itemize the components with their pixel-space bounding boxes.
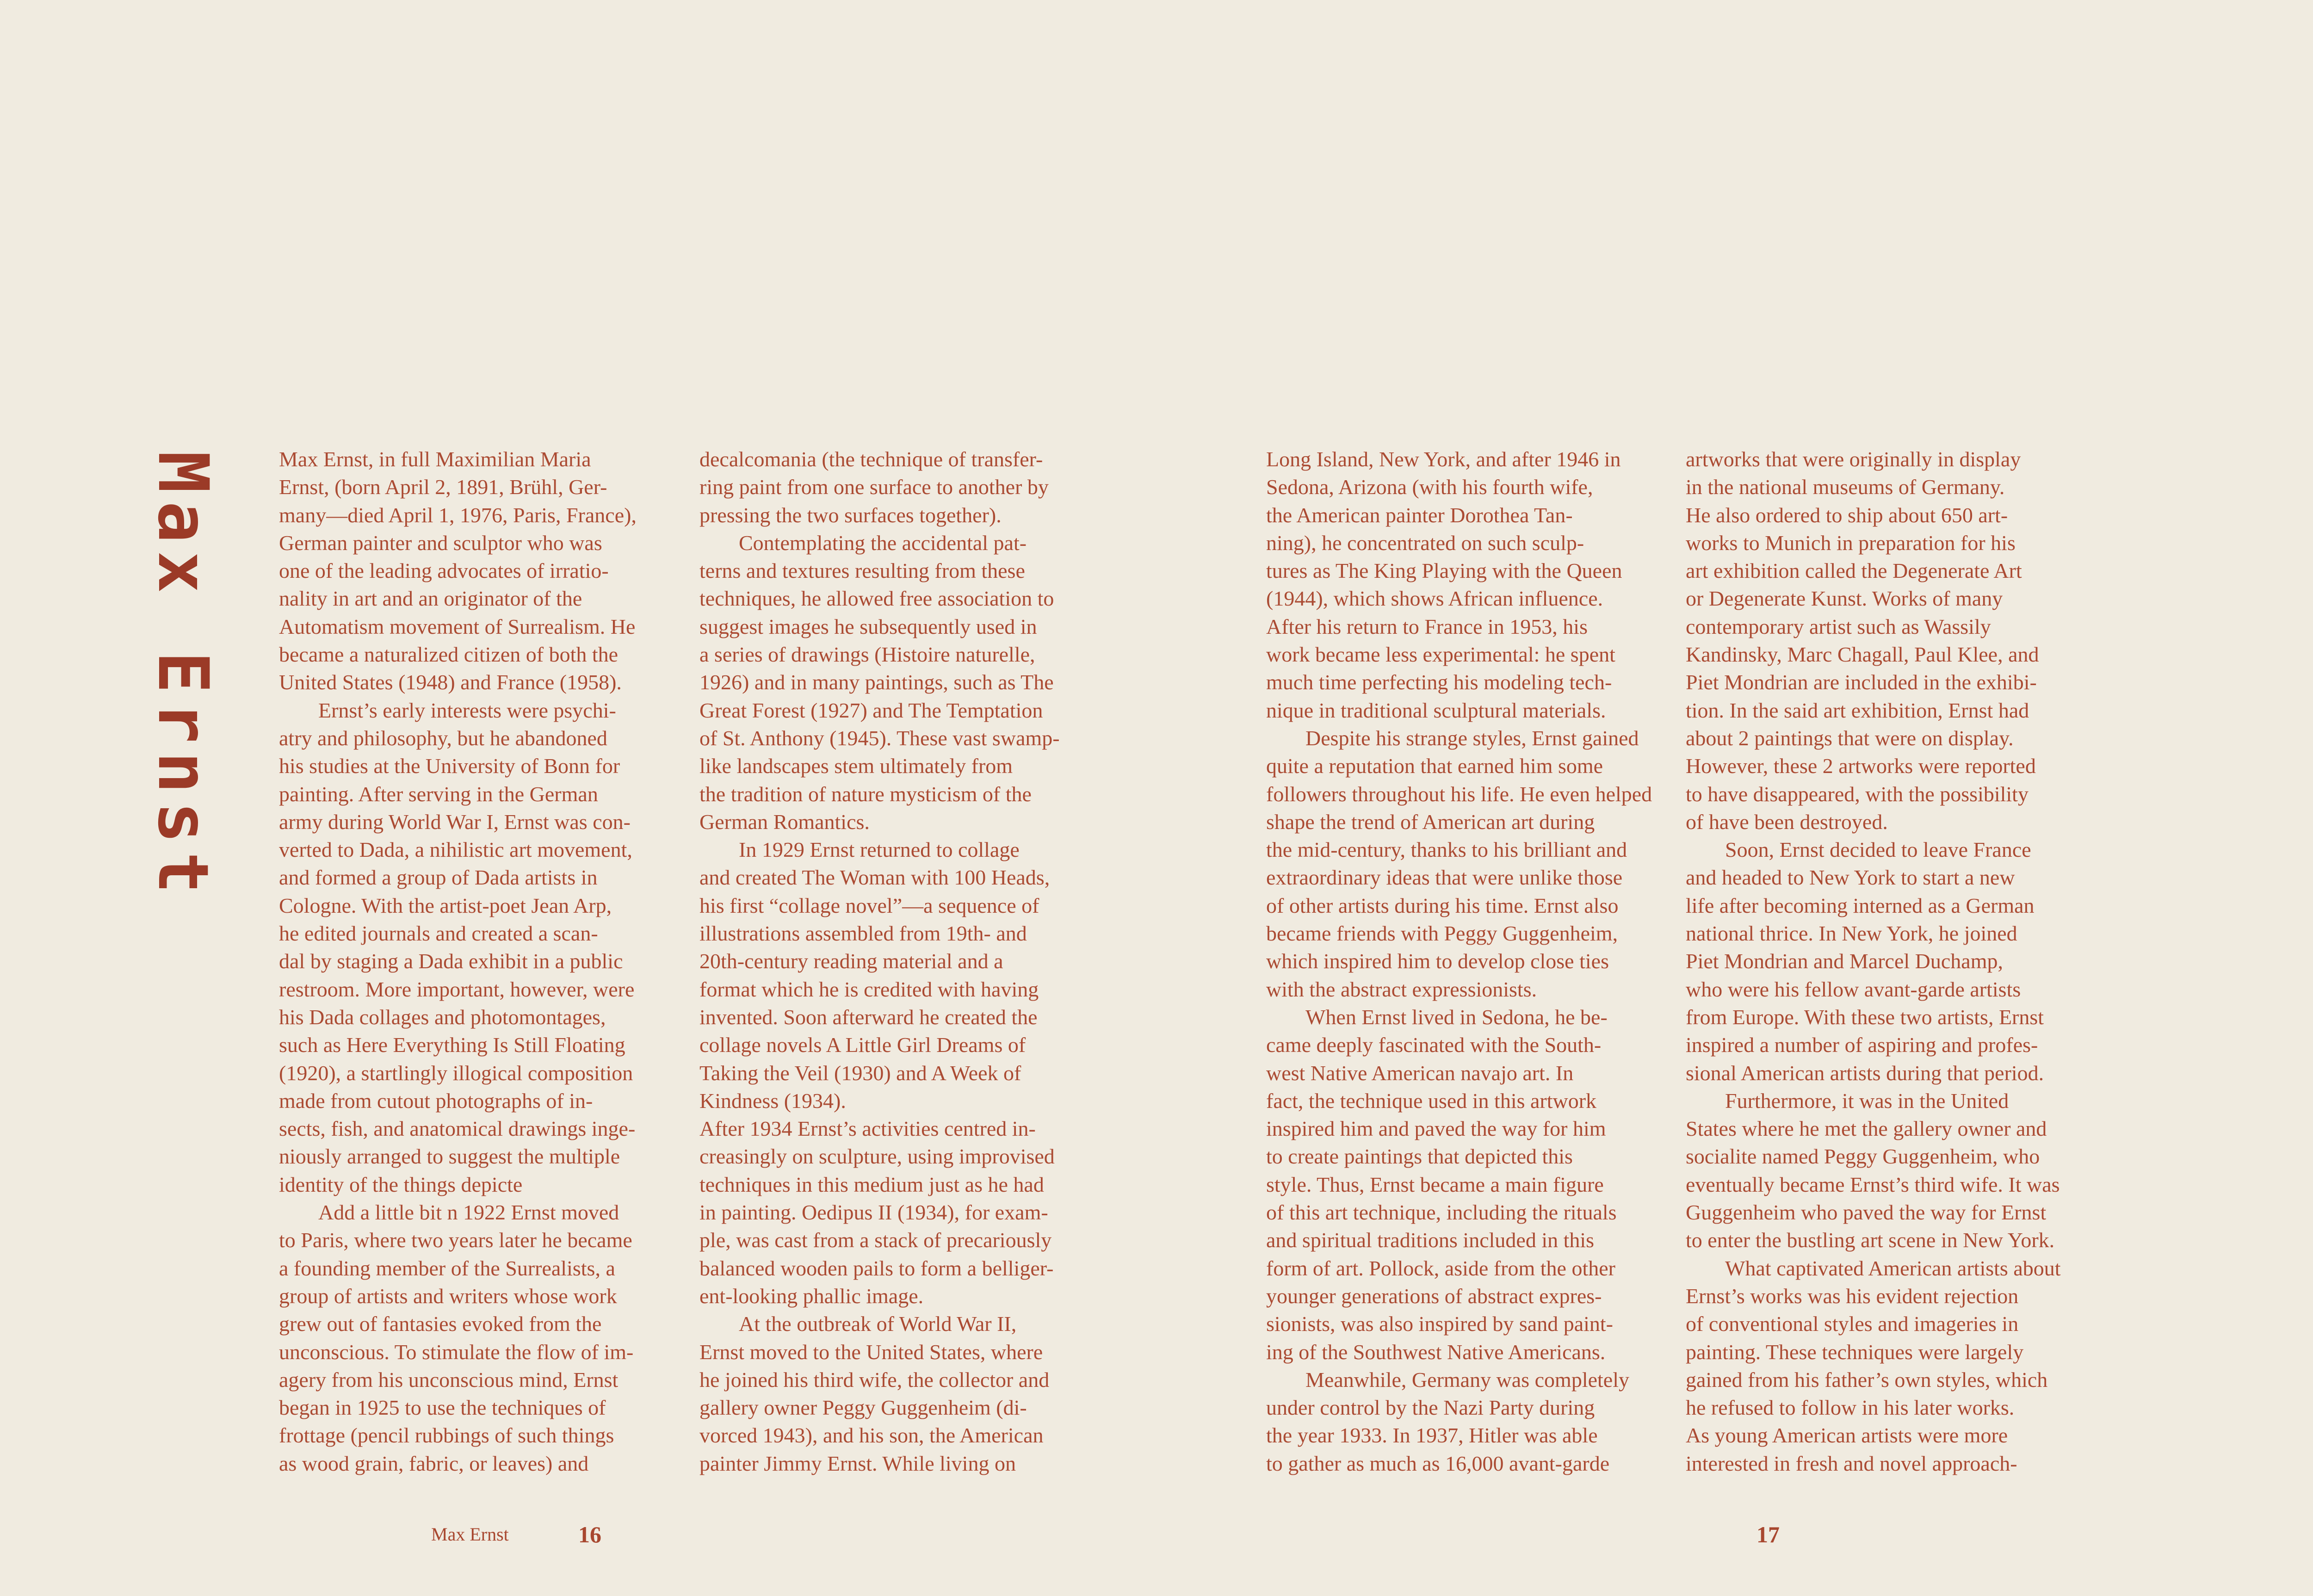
text-line: as wood grain, fabric, or leaves) and bbox=[279, 1451, 589, 1475]
text-line: a series of drawings (Histoire naturelle, bbox=[699, 643, 1035, 667]
text-line: Guggenheim who paved the way for Ernst bbox=[1686, 1200, 2047, 1225]
text-line: ple, was cast from a stack of precariously bbox=[699, 1228, 1052, 1252]
text-line: creasingly on sculpture, using improvised bbox=[699, 1144, 1055, 1169]
text-line: Kindness (1934). bbox=[699, 1089, 846, 1113]
text-line: German Romantics. bbox=[699, 810, 870, 834]
running-head: Max Ernst bbox=[431, 1524, 509, 1545]
text-line: painter Jimmy Ernst. While living on bbox=[699, 1451, 1016, 1475]
text-line: Piet Mondrian are included in the exhibi- bbox=[1686, 670, 2037, 694]
text-line: tion. In the said art exhibition, Ernst had bbox=[1686, 698, 2029, 722]
text-line: shape the trend of American art during bbox=[1266, 810, 1595, 834]
text-line: his first “collage novel”—a sequence of bbox=[699, 893, 1039, 917]
text-line: Ernst moved to the United States, where bbox=[699, 1340, 1043, 1364]
text-line: ning), he concentrated on such sculp- bbox=[1266, 531, 1584, 555]
text-column-4 bbox=[1686, 445, 2090, 1478]
text-line: to Paris, where two years later he became bbox=[279, 1228, 632, 1252]
text-column-1 bbox=[279, 445, 684, 1478]
text-line: fact, the technique used in this artwork bbox=[1266, 1089, 1597, 1113]
text-line: gained from his father’s own styles, which bbox=[1686, 1367, 2048, 1392]
text-line: sional American artists during that period. bbox=[1686, 1061, 2044, 1085]
text-line: United States (1948) and France (1958). bbox=[279, 670, 622, 694]
text-line: contemporary artist such as Wassily bbox=[1686, 614, 1991, 638]
text-line: which inspired him to develop close ties bbox=[1266, 949, 1609, 973]
text-line: he joined his third wife, the collector and bbox=[699, 1367, 1050, 1392]
text-line: invented. Soon afterward he created the bbox=[699, 1005, 1038, 1029]
text-line: followers throughout his life. He even helped bbox=[1266, 782, 1652, 806]
text-line: or Degenerate Kunst. Works of many bbox=[1686, 587, 2003, 611]
text-column-3 bbox=[1266, 445, 1671, 1478]
text-line: (1944), which shows African influence. bbox=[1266, 587, 1603, 611]
text-line: sects, fish, and anatomical drawings inge- bbox=[279, 1117, 636, 1141]
text-line: unconscious. To stimulate the flow of im- bbox=[279, 1340, 634, 1364]
text-line: restroom. More important, however, were bbox=[279, 977, 635, 1001]
text-line: terns and textures resulting from these bbox=[699, 559, 1025, 583]
text-line: he refused to follow in his later works. bbox=[1686, 1396, 2015, 1420]
text-line: painting. These techniques were largely bbox=[1686, 1340, 2024, 1364]
text-line: his Dada collages and photomontages, bbox=[279, 1005, 606, 1029]
text-line: niously arranged to suggest the multiple bbox=[279, 1144, 620, 1169]
text-line: came deeply fascinated with the South- bbox=[1266, 1033, 1602, 1057]
text-line: one of the leading advocates of irratio- bbox=[279, 559, 609, 583]
text-line: (1920), a startlingly illogical composition bbox=[279, 1061, 633, 1085]
text-line: from Europe. With these two artists, Ernst bbox=[1686, 1005, 2044, 1029]
text-line: and headed to New York to start a new bbox=[1686, 866, 2015, 890]
text-line: Sedona, Arizona (with his fourth wife, bbox=[1266, 475, 1593, 499]
page-title: Max Ernst bbox=[142, 451, 223, 902]
text-line: and created The Woman with 100 Heads, bbox=[699, 866, 1050, 890]
text-line: of conventional styles and imageries in bbox=[1686, 1312, 2019, 1336]
text-line: the year 1933. In 1937, Hitler was able bbox=[1266, 1423, 1598, 1448]
text-line: Ernst, (born April 2, 1891, Brühl, Ger- bbox=[279, 475, 607, 499]
text-line: in painting. Oedipus II (1934), for exam- bbox=[699, 1200, 1048, 1225]
text-line: made from cutout photographs of in- bbox=[279, 1089, 593, 1113]
text-line: eventually became Ernst’s third wife. It was bbox=[1686, 1172, 2060, 1196]
text-line: army during World War I, Ernst was con- bbox=[279, 810, 631, 834]
text-line: about 2 paintings that were on display. bbox=[1686, 726, 2014, 750]
text-line: techniques, he allowed free association to bbox=[699, 587, 1054, 611]
text-line: atry and philosophy, but he abandoned bbox=[279, 726, 607, 750]
text-line: tures as The King Playing with the Queen bbox=[1266, 559, 1622, 583]
text-line: illustrations assembled from 19th- and bbox=[699, 922, 1027, 946]
text-line: ent-looking phallic image. bbox=[699, 1284, 924, 1308]
text-line: to enter the bustling art scene in New York. bbox=[1686, 1228, 2055, 1252]
text-line: decalcomania (the technique of transfer- bbox=[699, 447, 1043, 471]
text-line: became friends with Peggy Guggenheim, bbox=[1266, 922, 1618, 946]
text-line: dal by staging a Dada exhibit in a public bbox=[279, 949, 623, 973]
text-line: At the outbreak of World War II, bbox=[739, 1312, 1017, 1336]
text-line: with the abstract expressionists. bbox=[1266, 977, 1537, 1001]
text-line: Furthermore, it was in the United bbox=[1725, 1089, 2009, 1113]
text-line: became a naturalized citizen of both the bbox=[279, 643, 618, 667]
text-line: quite a reputation that earned him some bbox=[1266, 754, 1603, 778]
text-line: group of artists and writers whose work bbox=[279, 1284, 617, 1308]
text-line: extraordinary ideas that were unlike those bbox=[1266, 866, 1623, 890]
text-line: and formed a group of Dada artists in bbox=[279, 866, 598, 890]
text-line: Kandinsky, Marc Chagall, Paul Klee, and bbox=[1686, 643, 2039, 667]
text-line: of St. Anthony (1945). These vast swamp- bbox=[699, 726, 1060, 750]
text-line: Long Island, New York, and after 1946 in bbox=[1266, 447, 1621, 471]
text-line: German painter and sculptor who was bbox=[279, 531, 602, 555]
text-line: However, these 2 artworks were reported bbox=[1686, 754, 2036, 778]
text-line: style. Thus, Ernst became a main figure bbox=[1266, 1172, 1604, 1196]
text-line: States where he met the gallery owner and bbox=[1686, 1117, 2047, 1141]
text-line: he edited journals and created a scan- bbox=[279, 922, 598, 946]
text-line: When Ernst lived in Sedona, he be- bbox=[1305, 1005, 1608, 1029]
text-line: nique in traditional sculptural materials. bbox=[1266, 698, 1606, 722]
text-line: Contemplating the accidental pat- bbox=[739, 531, 1027, 555]
text-line: inspired a number of aspiring and profes- bbox=[1686, 1033, 2038, 1057]
text-line: the mid-century, thanks to his brilliant and bbox=[1266, 838, 1627, 862]
text-line: many—died April 1, 1976, Paris, France), bbox=[279, 503, 637, 527]
text-line: collage novels A Little Girl Dreams of bbox=[699, 1033, 1026, 1057]
text-line: interested in fresh and novel approach- bbox=[1686, 1451, 2017, 1475]
text-line: Despite his strange styles, Ernst gained bbox=[1305, 726, 1639, 750]
text-line: who were his fellow avant-garde artists bbox=[1686, 977, 2021, 1001]
text-line: Cologne. With the artist-poet Jean Arp, bbox=[279, 893, 612, 917]
text-line: vorced 1943), and his son, the American bbox=[699, 1423, 1044, 1448]
text-line: works to Munich in preparation for his bbox=[1686, 531, 2016, 555]
text-line: of this art technique, including the rituals bbox=[1266, 1200, 1617, 1225]
text-line: As young American artists were more bbox=[1686, 1423, 2008, 1448]
text-line: to have disappeared, with the possibility bbox=[1686, 782, 2029, 806]
text-line: Max Ernst, in full Maximilian Maria bbox=[279, 447, 591, 471]
text-line: life after becoming interned as a German bbox=[1686, 893, 2035, 917]
text-column-2 bbox=[699, 445, 1104, 1478]
text-line: of other artists during his time. Ernst also bbox=[1266, 893, 1619, 917]
text-line: balanced wooden pails to form a belliger- bbox=[699, 1256, 1054, 1280]
text-line: inspired him and paved the way for him bbox=[1266, 1117, 1606, 1141]
text-line: like landscapes stem ultimately from bbox=[699, 754, 1013, 778]
text-line: nality in art and an originator of the bbox=[279, 587, 582, 611]
text-line: 20th-century reading material and a bbox=[699, 949, 1003, 973]
text-line: the American painter Dorothea Tan- bbox=[1266, 503, 1573, 527]
text-line: Ernst’s works was his evident rejection bbox=[1686, 1284, 2019, 1308]
text-line: format which he is credited with having bbox=[699, 977, 1039, 1001]
text-line: artworks that were originally in display bbox=[1686, 447, 2021, 471]
text-line: in the national museums of Germany. bbox=[1686, 475, 2005, 499]
text-line: to gather as much as 16,000 avant-garde bbox=[1266, 1451, 1610, 1475]
text-line: sionists, was also inspired by sand paint- bbox=[1266, 1312, 1613, 1336]
text-line: began in 1925 to use the techniques of bbox=[279, 1396, 606, 1420]
text-line: form of art. Pollock, aside from the other bbox=[1266, 1256, 1615, 1280]
text-line: Automatism movement of Surrealism. He bbox=[279, 614, 636, 638]
text-line: grew out of fantasies evoked from the bbox=[279, 1312, 602, 1336]
text-line: and spiritual traditions included in this bbox=[1266, 1228, 1595, 1252]
page-number-right: 17 bbox=[1756, 1522, 1780, 1547]
text-line: his studies at the University of Bonn for bbox=[279, 754, 620, 778]
text-line: the tradition of nature mysticism of the bbox=[699, 782, 1032, 806]
text-line: west Native American navajo art. In bbox=[1266, 1061, 1574, 1085]
text-line: ing of the Southwest Native Americans. bbox=[1266, 1340, 1606, 1364]
text-line: art exhibition called the Degenerate Art bbox=[1686, 559, 2022, 583]
text-line: Add a little bit n 1922 Ernst moved bbox=[318, 1200, 619, 1225]
text-line: Piet Mondrian and Marcel Duchamp, bbox=[1686, 949, 2003, 973]
text-line: agery from his unconscious mind, Ernst bbox=[279, 1367, 618, 1392]
text-line: In 1929 Ernst returned to collage bbox=[739, 838, 1020, 862]
text-line: After his return to France in 1953, his bbox=[1266, 614, 1588, 638]
text-line: Taking the Veil (1930) and A Week of bbox=[699, 1061, 1021, 1085]
text-line: to create paintings that depicted this bbox=[1266, 1144, 1573, 1169]
text-line: pressing the two surfaces together). bbox=[699, 503, 1002, 527]
text-line: a founding member of the Surrealists, a bbox=[279, 1256, 615, 1280]
text-line: What captivated American artists about bbox=[1725, 1256, 2061, 1280]
text-line: national thrice. In New York, he joined bbox=[1686, 922, 2017, 946]
text-line: younger generations of abstract expres- bbox=[1266, 1284, 1602, 1308]
text-line: such as Here Everything Is Still Floating bbox=[279, 1033, 625, 1057]
text-line: Ernst’s early interests were psychi- bbox=[318, 698, 616, 722]
text-line: frottage (pencil rubbings of such things bbox=[279, 1423, 614, 1448]
text-line: painting. After serving in the German bbox=[279, 782, 598, 806]
text-line: identity of the things depicte bbox=[279, 1172, 523, 1196]
text-line: under control by the Nazi Party during bbox=[1266, 1396, 1595, 1420]
text-line: Soon, Ernst decided to leave France bbox=[1725, 838, 2031, 862]
text-line: much time perfecting his modeling tech- bbox=[1266, 670, 1612, 694]
text-line: of have been destroyed. bbox=[1686, 810, 1888, 834]
text-line: gallery owner Peggy Guggenheim (di- bbox=[699, 1396, 1027, 1420]
page-number-left: 16 bbox=[578, 1522, 601, 1547]
text-line: After 1934 Ernst’s activities centred in- bbox=[699, 1117, 1036, 1141]
text-line: work became less experimental: he spent bbox=[1266, 643, 1615, 667]
text-line: verted to Dada, a nihilistic art movement, bbox=[279, 838, 632, 862]
text-line: suggest images he subsequently used in bbox=[699, 614, 1037, 638]
text-line: socialite named Peggy Guggenheim, who bbox=[1686, 1144, 2040, 1169]
text-line: 1926) and in many paintings, such as The bbox=[699, 670, 1054, 694]
text-line: ring paint from one surface to another by bbox=[699, 475, 1049, 499]
text-line: He also ordered to ship about 650 art- bbox=[1686, 503, 2008, 527]
text-line: Great Forest (1927) and The Temptation bbox=[699, 698, 1043, 722]
text-line: techniques in this medium just as he had bbox=[699, 1172, 1044, 1196]
text-line: Meanwhile, Germany was completely bbox=[1305, 1367, 1629, 1392]
